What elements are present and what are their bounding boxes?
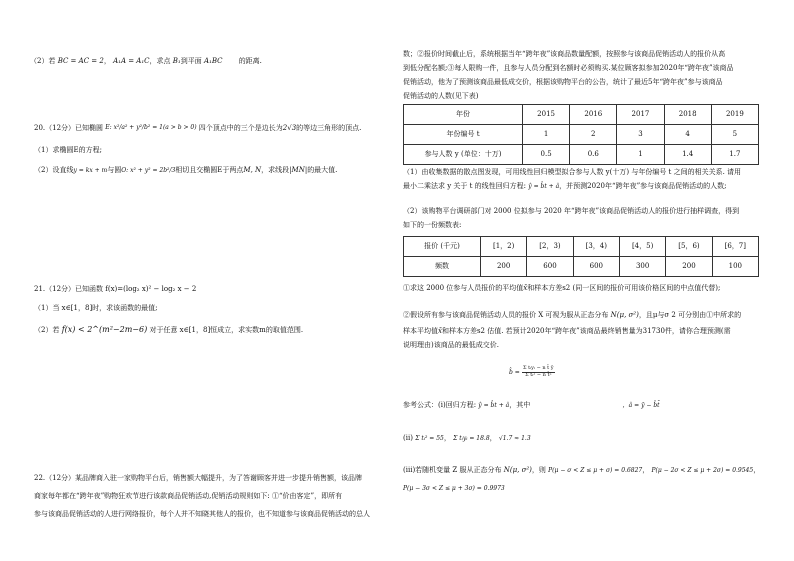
table-cell: 200 bbox=[666, 257, 712, 277]
math-xbar: x̄ bbox=[523, 284, 528, 292]
text: （2）若 bbox=[30, 57, 56, 65]
text: 相切且交椭圆E于两点 bbox=[175, 166, 244, 174]
reference-formula-iii: (iii)若随机变量 Z 服从正态分布 N(μ, σ²)，则 P(μ − σ < Z ≤ μ + σ) = 0.6827， P(μ − 2σ < Z ≤ μ + 2σ) = 0.9545， bbox=[403, 466, 761, 474]
table-cell: 1 bbox=[523, 125, 570, 145]
text: ，并预测2020年“跨年夜”参与该商品促销活动的人数; bbox=[559, 182, 727, 190]
text: 参考公式：(i)回归方程: bbox=[403, 401, 477, 409]
math-line: y = kx + m bbox=[73, 167, 108, 174]
table-cell: 200 bbox=[481, 257, 527, 277]
question-21-head: 21.（12分）已知函数 f(x)=(log₂ x)² − log₂ x − 2 bbox=[34, 285, 197, 293]
math-condition: BC = AC = 2 bbox=[57, 57, 104, 65]
reference-formula-iii-b bbox=[403, 484, 505, 493]
part2-line-a: （2）该购物平台调研部门对 2000 位拟参与 2020 年“跨年夜”该商品促销活动人的报价进行抽样调查，得到 bbox=[403, 207, 740, 215]
table-cell: 5 bbox=[711, 125, 758, 145]
intro-line-2: 到低分配名额;③每人限购一件，且参与人员分配到名额时必须购买.某位顾客拟参加2020年“跨年夜”该商品 bbox=[403, 64, 734, 72]
question-20-part2 bbox=[34, 166, 337, 175]
table-header-cell: [5，6) bbox=[666, 237, 712, 257]
text: 的距离. bbox=[238, 57, 262, 65]
question-22-line2: 商家每年都在“跨年夜”购物狂欢节进行该款商品促销活动,促销活动规则如下: ①“价由客定”，即所有 bbox=[34, 492, 343, 500]
participants-table bbox=[403, 104, 759, 165]
fraction-denominator: Σ tᵢ² − n t̄² bbox=[525, 371, 552, 378]
math-sqrt: √1.7 ≈ 1.3 bbox=[498, 435, 531, 442]
table-cell: 参与人数 y (单位：十万) bbox=[404, 145, 523, 165]
math-condition: A₁A = A₁C bbox=[113, 57, 150, 65]
fraction-numerator: Σ tᵢyᵢ − n t̄ ȳ bbox=[523, 365, 554, 371]
math-regression-eq: ŷ = b̂t + â bbox=[478, 402, 510, 409]
intro-line-3: 促销活动，他为了预测该商品最低成交价，根据该购物平台的公告，统计了最近5年“跨年夜”参与该商品 bbox=[403, 78, 723, 86]
text: ②假设所有参与该商品促销活动人员的报价 X 可视为服从正态分布 bbox=[403, 311, 609, 319]
math-a-hat: ，â = ȳ − b̂t̄ bbox=[622, 402, 660, 409]
question-20-head bbox=[34, 124, 361, 133]
table-header-cell: 2017 bbox=[617, 105, 664, 125]
table-cell: 4 bbox=[664, 125, 711, 145]
text: (ii) bbox=[403, 434, 413, 442]
math-plane: A₁BC bbox=[203, 57, 223, 65]
table-cell: 1.4 bbox=[664, 145, 711, 165]
fraction bbox=[522, 366, 555, 378]
text: 四个顶点中的三个是边长为 bbox=[198, 124, 283, 133]
text: ①求这 2000 位参与人员报价的平均值 bbox=[403, 284, 524, 292]
table-cell: 频数 bbox=[404, 257, 481, 277]
table-row bbox=[404, 257, 759, 277]
text: （2）若 bbox=[34, 326, 60, 334]
text: 样本平均值 bbox=[403, 327, 438, 335]
table-header-cell: [1，2) bbox=[481, 237, 527, 257]
table-cell: 1 bbox=[617, 145, 664, 165]
text: 对于任意 x∈[1，8]恒成立，求实数m的取值范围. bbox=[149, 326, 304, 334]
table-header-cell: 2018 bbox=[664, 105, 711, 125]
table-header-cell: [2，3) bbox=[527, 237, 573, 257]
text: ，求点 bbox=[149, 57, 171, 65]
math-segment: |MN| bbox=[289, 166, 308, 174]
text: 到平面 bbox=[180, 57, 202, 65]
text: 的等边三角形的顶点. bbox=[296, 124, 362, 133]
question-bc-distance: （2）若 BC = AC = 2， A₁A = A₁C，求点 B₁到平面 A₁BC 的距离. bbox=[30, 57, 262, 65]
text: 和样本方差s2 (同一区间的报价可用该价格区间的中点值代替); bbox=[527, 284, 721, 292]
formula-b-hat bbox=[509, 366, 555, 378]
table-header-cell: 2015 bbox=[523, 105, 570, 125]
table-cell: 3 bbox=[617, 125, 664, 145]
math-normal-dist: N(μ, σ²) bbox=[610, 311, 639, 319]
table-cell: 0.6 bbox=[570, 145, 617, 165]
text: 20.（12分）已知椭圆 bbox=[34, 124, 104, 133]
math-sum-t-squared: Σ tᵢ² = 55 bbox=[415, 435, 444, 442]
subquestion-2-line-c: 说明理由)该商品的最低成交价. bbox=[403, 341, 499, 349]
reference-formula-i bbox=[403, 401, 660, 410]
question-21-part2 bbox=[34, 325, 303, 336]
question-20-part1: （1）求椭圆E的方程; bbox=[34, 146, 102, 154]
text: ，且μ与σ 2 可分别由①中所求的 bbox=[638, 311, 742, 319]
text: 和样本方差s2 估值. 若预计2020年“跨年夜”该商品最终销售量为31730件，请你合理预测(需 bbox=[441, 327, 731, 335]
math-point: B₁ bbox=[172, 57, 181, 65]
table-header-cell: 2019 bbox=[711, 105, 758, 125]
math-points: M, N bbox=[243, 166, 262, 174]
table-cell: 1.7 bbox=[711, 145, 758, 165]
table-header-cell: 报价 (千元) bbox=[404, 237, 481, 257]
table-header-cell: [3，4) bbox=[573, 237, 619, 257]
table-cell: 2 bbox=[570, 125, 617, 145]
part1-line-a: （1）由收集数据的散点图发现，可用线性回归模型拟合参与人数 y(十万) 与年份编号 t 之间的相关关系. 请用 bbox=[403, 168, 742, 176]
subquestion-2-line-a bbox=[403, 311, 741, 320]
table-cell: 0.5 bbox=[523, 145, 570, 165]
math-probability: P(μ − σ < Z ≤ μ + σ) = 0.6827 bbox=[548, 467, 643, 474]
table-cell: 100 bbox=[712, 257, 758, 277]
text: ，则 bbox=[531, 466, 546, 474]
math-inequality: f(x) < 2^(m²−2m−6) bbox=[61, 325, 148, 334]
table-header-row bbox=[404, 237, 759, 257]
part2-line-b: 如下的一份频数表: bbox=[403, 221, 462, 229]
table-header-cell: [4，5) bbox=[619, 237, 665, 257]
intro-line-1: 数；②报价时间截止后，系统根据当年“跨年夜”该商品数量配额，按照参与该商品促销活动人的报价从高 bbox=[403, 50, 726, 58]
math-side: 2√3 bbox=[282, 124, 297, 133]
table-row bbox=[404, 145, 759, 165]
math-normal-dist: N(μ, σ²) bbox=[503, 466, 532, 474]
math-sum-ty: Σ tᵢyᵢ = 18.8 bbox=[453, 435, 490, 442]
price-frequency-table bbox=[403, 236, 759, 277]
math-probability: P(μ − 2σ < Z ≤ μ + 2σ) = 0.9545 bbox=[651, 467, 754, 474]
subquestion-2-line-b bbox=[403, 327, 731, 336]
table-cell: 600 bbox=[527, 257, 573, 277]
table-row bbox=[404, 125, 759, 145]
table-header-cell: [6，7] bbox=[712, 237, 758, 257]
part1-line-b bbox=[403, 182, 727, 191]
subquestion-1 bbox=[403, 284, 720, 293]
math-circle: O: x² + y² = 2b²/3 bbox=[121, 167, 176, 174]
math-b-hat: b̂ = bbox=[509, 369, 520, 376]
question-22-line1: 22.（12分）某品牌商入驻一家购物平台后，销售额大幅提升，为了答谢顾客并进一步提升销售额，该品牌 bbox=[34, 474, 363, 482]
table-cell: 600 bbox=[573, 257, 619, 277]
question-22-line3: 参与该商品促销活动的人进行网络报价，每个人并不知晓其他人的报价，也不知道参与该商品促销活动的总人 bbox=[34, 510, 370, 518]
math-xbar: x̄ bbox=[438, 327, 442, 335]
table-header-row bbox=[404, 105, 759, 125]
text: 最小二乘法求 y 关于 t 的线性回归方程: bbox=[403, 182, 527, 190]
text: 的最大值. bbox=[307, 166, 338, 174]
table-header-cell: 年份 bbox=[404, 105, 523, 125]
table-cell: 年份编号 t bbox=[404, 125, 523, 145]
text: （2）设直线 bbox=[34, 166, 74, 174]
math-regression-eq: ŷ = b̂t + â bbox=[528, 183, 560, 190]
text: ，求线段 bbox=[261, 166, 290, 174]
question-21-part1: （1）当 x∈[1，8]时，求该函数的最值; bbox=[34, 304, 158, 312]
text: 与圆 bbox=[107, 166, 122, 174]
intro-line-4: 促销活动的人数(见下表) bbox=[403, 92, 479, 100]
text: ，其中 bbox=[509, 401, 531, 409]
reference-formula-ii: (ii) Σ tᵢ² = 55， Σ tᵢyᵢ = 18.8， √1.7 ≈ 1.3 bbox=[403, 434, 531, 442]
math-ellipse: E: x²/a² + y²/b² = 1(a > b > 0) bbox=[105, 124, 197, 131]
table-header-cell: 2016 bbox=[570, 105, 617, 125]
right-page bbox=[397, 0, 794, 561]
table-cell: 300 bbox=[619, 257, 665, 277]
math-probability: P(μ − 3σ < Z ≤ μ + 3σ) = 0.9973 bbox=[403, 485, 505, 492]
text: (iii)若随机变量 Z 服从正态分布 bbox=[403, 466, 502, 474]
